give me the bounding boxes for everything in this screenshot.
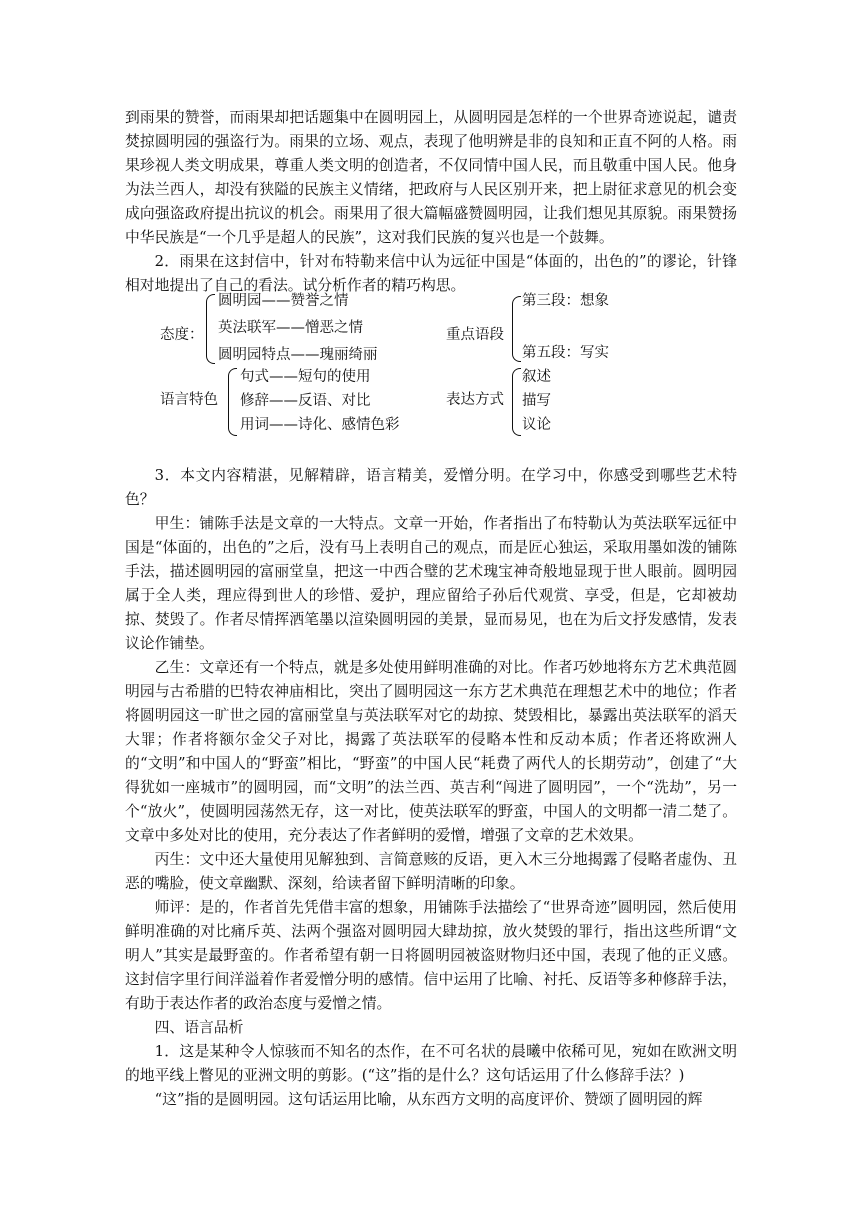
paragraph: “这”指的是圆明园。这句话运用比喻，从东西方文明的高度评价、赞颂了圆明园的辉	[154, 1091, 703, 1108]
brace	[228, 368, 237, 436]
attitude-label: 态度：	[160, 327, 204, 343]
attitude-item: 圆明园特点——瑰丽绮丽	[218, 347, 378, 363]
paragraph: 丙生：文中还大量使用见解独到、言简意赅的反语，更入木三分地揭露了侵略者虚伪、丑恶的嘴脸，使文章幽默、深刻，给读者留下鲜明清晰的印象。	[125, 851, 737, 892]
paragraph: 甲生：铺陈手法是文章的一大特点。文章一开始，作者指出了布特勒认为英法联军远征中国是“体面的，出色的”之后，没有马上表明自己的观点，而是匠心独运，采取用墨如泼的铺陈手法，描述圆明园的富丽堂皇，把这一中西合璧的艺术瑰宝神奇般地显现于世人眼前。圆明园属于全人类，理应得到世人的珍惜、爱护，理应留给子孙后代观赏、享受，但是，它却被劫掠、焚毁了。作者尽情挥洒笔墨以渲染圆明园的美景，显而易见，也在为后文抒发感情，发表议论作铺垫。	[125, 515, 737, 652]
expression-mode-item: 叙述	[522, 369, 551, 385]
language-feature-item: 修辞——反语、对比	[240, 393, 371, 409]
brace	[512, 368, 521, 436]
language-feature-item: 句式——短句的使用	[240, 369, 371, 385]
text-block-bottom	[125, 464, 737, 1112]
key-paragraph-item: 第三段：想象	[522, 293, 609, 309]
attitude-item: 英法联军——憎恶之情	[218, 320, 363, 336]
paragraph: 乙生：文章还有一个特点，就是多处使用鲜明准确的对比。作者巧妙地将东方艺术典范圆明园与古希腊的巴特农神庙相比，突出了圆明园这一东方艺术典范在理想艺术中的地位；作者将圆明园这一旷世之园的富丽堂皇与英法联军对它的劫掠、焚毁相比，暴露出英法联军的滔天大罪；作者将额尔金父子对比，揭露了英法联军的侵略本性和反动本质；作者还将欧洲人的“文明”和中国人的“野蛮”相比，“野蛮”的中国人民“耗费了两代人的长期劳动”，创建了“大得犹如一座城市”的圆明园，而“文明”的法兰西、英吉利“闯进了圆明园”，一个“洗劫”，另一个“放火”，使圆明园荡然无存，这一对比，使英法联军的野蛮，中国人的文明都一清二楚了。文章中多处对比的使用，充分表达了作者鲜明的爱憎，增强了文章的艺术效果。	[125, 659, 737, 844]
brace	[512, 296, 521, 362]
text-block-top	[125, 106, 737, 298]
expression-mode-item: 描写	[522, 393, 551, 409]
key-paragraph-item: 第五段：写实	[522, 345, 609, 361]
expression-mode-item: 议论	[522, 417, 551, 433]
paragraph: 3．本文内容精湛，见解精辟，语言精美，爱憎分明。在学习中，你感受到哪些艺术特色？	[125, 467, 737, 508]
brace	[206, 294, 215, 364]
paragraph: 到雨果的赞誉，而雨果却把话题集中在圆明园上，从圆明园是怎样的一个世界奇迹说起，谴责焚掠圆明园的强盗行为。雨果的立场、观点，表现了他明辨是非的良知和正直不阿的人格。雨果珍视人类文明成果，尊重人类文明的创造者，不仅同情中国人民，而且敬重中国人民。他身为法兰西人，却没有狭隘的民族主义情绪，把政府与人民区别开来，把上尉征求意见的机会变成向强盗政府提出抗议的机会。雨果用了很大篇幅盛赞圆明园，让我们想见其原貌。雨果赞扬中华民族是“一个几乎是超人的民族”，这对我们民族的复兴也是一个鼓舞。	[125, 109, 737, 246]
section-heading: 四、语言品析	[154, 1019, 244, 1036]
key-paragraphs-label: 重点语段	[446, 327, 504, 343]
paragraph: 师评：是的，作者首先凭借丰富的想象，用铺陈手法描绘了“世界奇迹”圆明园，然后使用鲜明准确的对比痛斥英、法两个强盗对圆明园大肆劫掠，放火焚毁的罪行，指出这些所谓“文明人”其实是最野蛮的。作者希望有朝一日将圆明园被盗财物归还中国，表现了他的正义感。这封信字里行间洋溢着作者爱憎分明的感情。信中运用了比喻、衬托、反语等多种修辞手法，有助于表达作者的政治态度与爱憎之情。	[125, 899, 737, 1012]
language-features-label: 语言特色	[160, 392, 218, 408]
paragraph: 1．这是某种令人惊骇而不知名的杰作，在不可名状的晨曦中依稀可见，宛如在欧洲文明的地平线上瞥见的亚洲文明的剪影。(“这”指的是什么？这句话运用了什么修辞手法？)	[125, 1043, 737, 1084]
attitude-item: 圆明园——赞誉之情	[218, 293, 349, 309]
expression-modes-label: 表达方式	[446, 392, 504, 408]
language-feature-item: 用词——诗化、感情色彩	[240, 417, 400, 433]
paragraph: 2．雨果在这封信中，针对布特勒来信中认为远征中国是“体面的，出色的”的谬论，针锋相对地提出了自己的看法。试分析作者的精巧构思。	[125, 253, 737, 294]
structure-diagram	[160, 292, 620, 442]
